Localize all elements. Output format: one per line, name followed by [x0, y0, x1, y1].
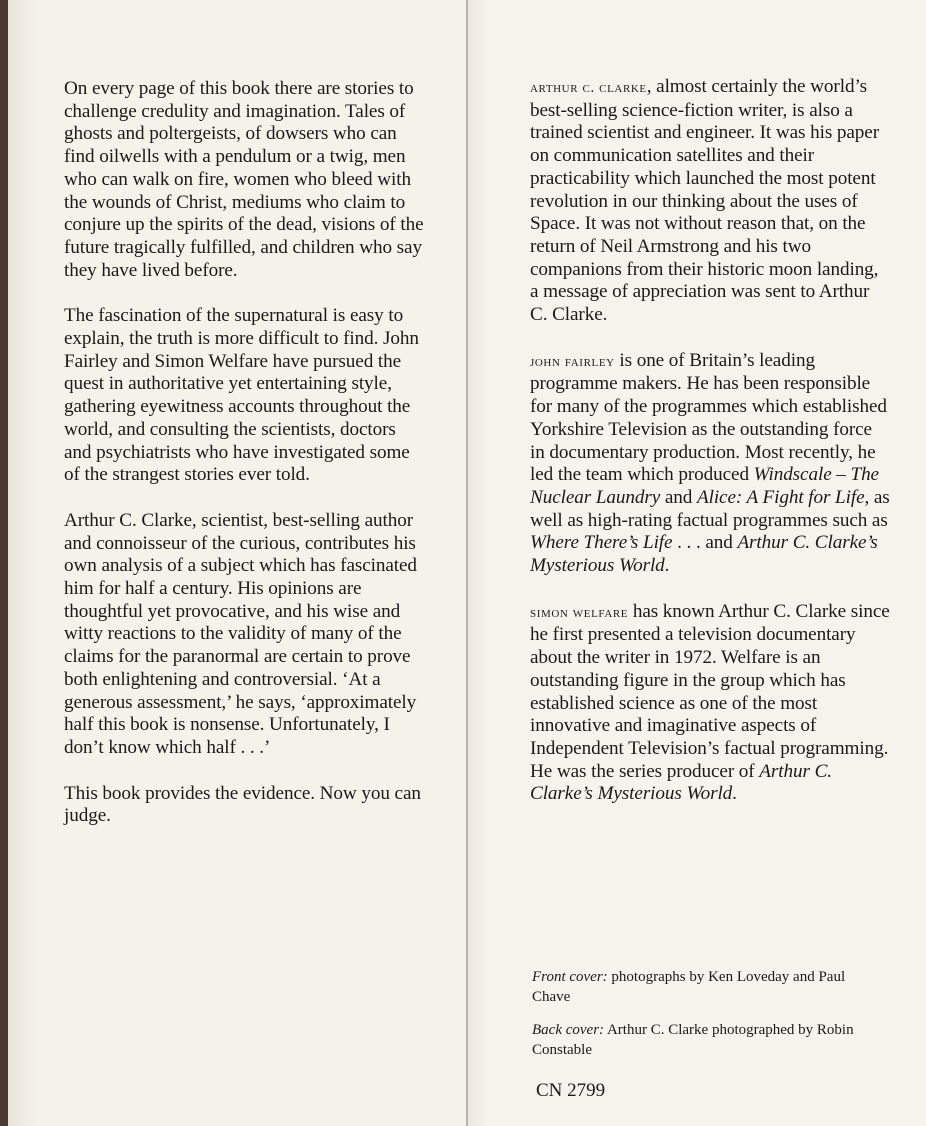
bio-text: is one of Britain’s leading programme makers. He has been responsible for many of the programmes which established Yorkshire Television as the outstanding force in documentary production. Most recently, he led the team which produced [530, 349, 887, 486]
blurb-paragraph: This book provides the evidence. Now you can judge. [64, 782, 421, 827]
blurb-paragraph: The fascination of the supernatural is easy to explain, the truth is more difficult to find. John Fairley and Simon Welfare have pursued the quest in authoritative yet entertaining style, gathering eyewitness accounts throughout the world, and consulting the scientists, doctors and psychiatrists who have investigated some of the strangest stories ever told. [64, 305, 419, 486]
programme-title: Where There’s Life [530, 532, 673, 554]
blurb-paragraph: Arthur C. Clarke, scientist, best-selling author and connoisseur of the curious, contributes his own analysis of a subject which has fascinated him for half a century. His opinions are thoughtful yet provocative, and his wise and witty reactions to the validity of many of the claims for the paranormal are certain to prove both enlightening and controversial. ‘At a generous assessment,’ he says, ‘approximately half this book is nonsense. Unfortunately, I don’t know which half . . .’ [64, 509, 417, 758]
bio-clarke [530, 76, 890, 327]
spine-edge [0, 0, 8, 1126]
bio-name: simon welfare [530, 604, 629, 621]
blurb-column [64, 78, 424, 828]
bio-text: has known Arthur C. Clarke since he first presented a television documentary about the writer in 1972. Welfare is an outstanding figure in the group which has established science as one of the most innovative and imaginative aspects of Independent Television’s factual programming. He was the series producer of [530, 600, 890, 782]
cover-credits [532, 968, 872, 1074]
bio-text: , as well as high-rating factual programmes such as [530, 486, 890, 531]
bio-welfare [530, 601, 890, 806]
bio-text: . [664, 555, 670, 577]
author-bios-column [530, 76, 890, 806]
bio-text: and [660, 486, 697, 508]
bio-name: john fairley [530, 353, 615, 370]
bio-fairley [530, 350, 890, 578]
programme-title: Arthur C. Clarke’s Mysterious World [530, 532, 878, 577]
bio-text: , almost certainly the world’s best-selling science-fiction writer, is also a trained scientist and engineer. It was his paper on communication satellites and their practicability which launched the most potent revolution in our thinking about the uses of Space. It was not without reason that, on the return of Neil Armstrong and his two companions from their historic moon landing, a message of appreciation was sent to Arthur C. Clarke. [530, 76, 879, 326]
back-cover-credit: Back cover: Arthur C. Clarke photographed by Robin Constable [532, 1022, 854, 1058]
catalogue-code: CN 2799 [536, 1080, 606, 1101]
programme-title: Windscale – The Nuclear Laundry [530, 464, 879, 508]
bio-name: arthur c. clarke [530, 80, 647, 96]
blurb-paragraph: On every page of this book there are stories to challenge credulity and imagination. Tales of ghosts and poltergeists, of dowsers who can find oilwells with a pendulum or a twig, men who can walk on fire, women who bleed with the wounds of Christ, mediums who claim to conjure up the spirits of the dead, visions of the future tragically fulfilled, and children who say they have lived before. [64, 78, 424, 281]
front-cover-credit: Front cover: photographs by Ken Loveday and Paul Chave [532, 969, 846, 1005]
bio-text: . [732, 783, 737, 805]
bio-text: . . . and [672, 532, 738, 554]
programme-title: Alice: A Fight for Life [696, 486, 865, 508]
programme-title: Arthur C. Clarke’s Mysterious World [530, 760, 832, 805]
